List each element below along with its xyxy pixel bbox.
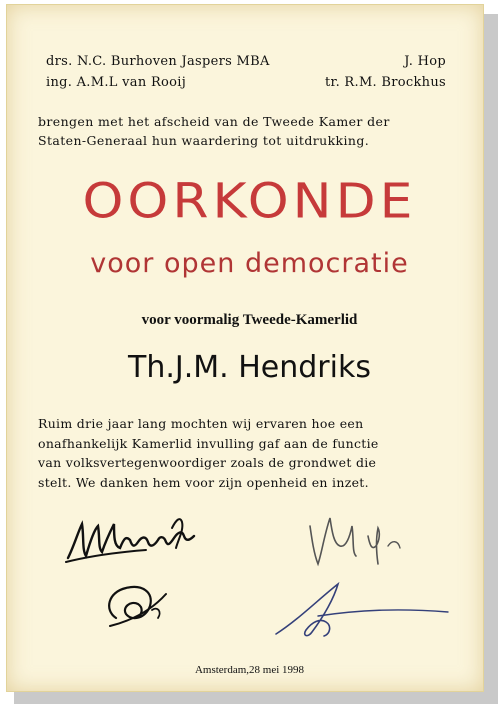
signatory-brockhus: tr. R.M. Brockhus <box>324 75 446 90</box>
body-line: onafhankelijk Kamerlid invulling gaf aan de functie <box>38 435 379 451</box>
certificate-title: OORKONDE <box>82 174 417 230</box>
body-line: Ruim drie jaar lang mochten wij ervaren hoe een <box>38 416 364 431</box>
signatory-hop: J. Hop <box>404 54 446 69</box>
body-line: stelt. We danken hem voor zijn openheid en inzet. <box>38 474 369 490</box>
signature-van-rooij <box>96 570 186 640</box>
certificate-body <box>38 414 462 492</box>
signatories-row-1 <box>46 54 446 69</box>
recipient-role: voor voormalig Tweede-Kamerlid <box>141 312 358 328</box>
signatories-row-2 <box>46 75 446 90</box>
recipient-name: Th.J.M. Hendriks <box>128 350 371 385</box>
signatory-van-rooij: ing. A.M.L van Rooij <box>46 75 187 90</box>
intro-line: Staten-Generaal hun waardering tot uitdrukking. <box>38 133 370 148</box>
signature-burhoven <box>60 506 210 576</box>
intro-text <box>38 112 458 150</box>
signature-brockhus <box>268 576 458 646</box>
certificate-subtitle: voor open democratie <box>90 248 409 279</box>
signatory-burhoven: drs. N.C. Burhoven Jaspers MBA <box>46 54 270 69</box>
place-date: Amsterdam,28 mei 1998 <box>194 664 305 676</box>
signature-hop <box>294 506 414 576</box>
body-line: van volksvertegenwoordiger zoals de grondwet die <box>38 455 377 470</box>
intro-line: brengen met het afscheid van de Tweede Kamer der <box>38 114 390 129</box>
